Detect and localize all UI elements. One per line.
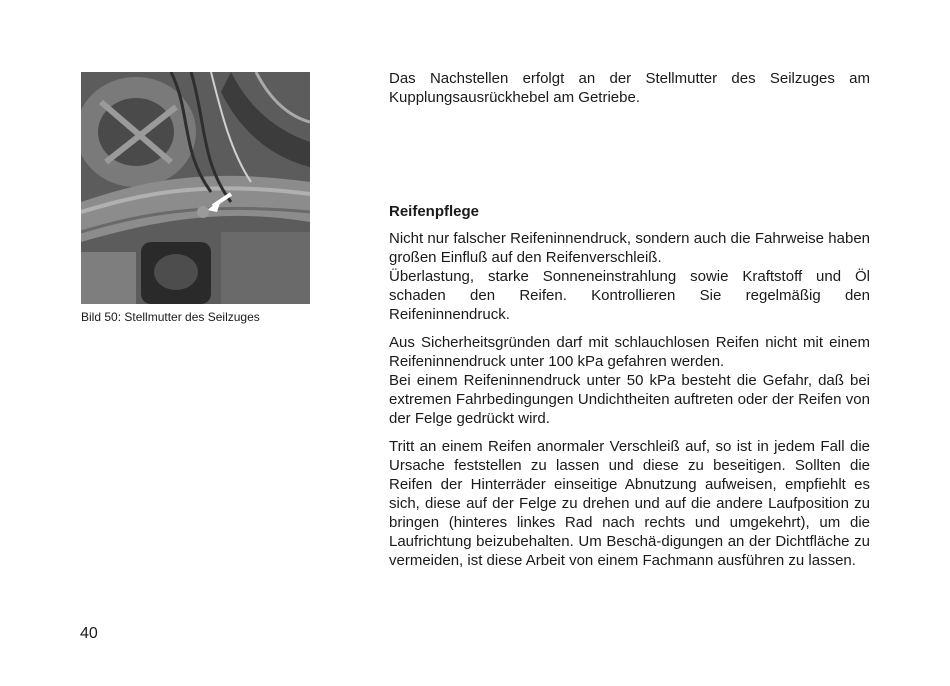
intro-block <box>389 69 870 107</box>
engine-photo <box>81 72 310 304</box>
section-reifenpflege <box>389 202 870 570</box>
intro-paragraph: Das Nachstellen erfolgt an der Stellmutter des Seilzuges am Kupplungsausrückhebel am Getriebe. <box>389 70 870 106</box>
page-number: 40 <box>80 625 98 642</box>
figure-caption: Bild 50: Stellmutter des Seilzuges <box>81 310 260 324</box>
paragraph: Aus Sicherheitsgründen darf mit schlauchlosen Reifen nicht mit einem Reifeninnendruck unter 100 kPa gefahren werden. <box>389 334 870 370</box>
paragraph: Bei einem Reifeninnendruck unter 50 kPa besteht die Gefahr, daß bei extremen Fahrbedingungen Undichtheiten auftreten oder der Reifen von der Felge gedrückt wird. <box>389 372 870 427</box>
paragraph: Überlastung, starke Sonneneinstrahlung sowie Kraftstoff und Öl schaden den Reifen. Kontrollieren Sie regelmäßig den Reifeninnendruck. <box>389 268 870 323</box>
paragraph: Tritt an einem Reifen anormaler Verschleiß auf, so ist in jedem Fall die Ursache feststellen zu lassen und diese zu beseitigen. Sollten die Reifen der Hinterräder einseitige Abnutzung aufweisen, empfiehlt es sich, diese auf der Felge zu drehen und auf die andere Laufposition zu bringen (hinteres linkes Rad nach rechts und umgekehrt), um die Laufrichtung beizubehalten. Um Beschä-digungen an der Dichtfläche zu vermeiden, ist diese Arbeit von einem Fachmann ausführen zu lassen. <box>389 438 870 569</box>
paragraph: Nicht nur falscher Reifeninnendruck, sondern auch die Fahrweise haben großen Einfluß auf den Reifenverschleiß. <box>389 230 870 266</box>
section-heading: Reifenpflege <box>389 203 480 220</box>
